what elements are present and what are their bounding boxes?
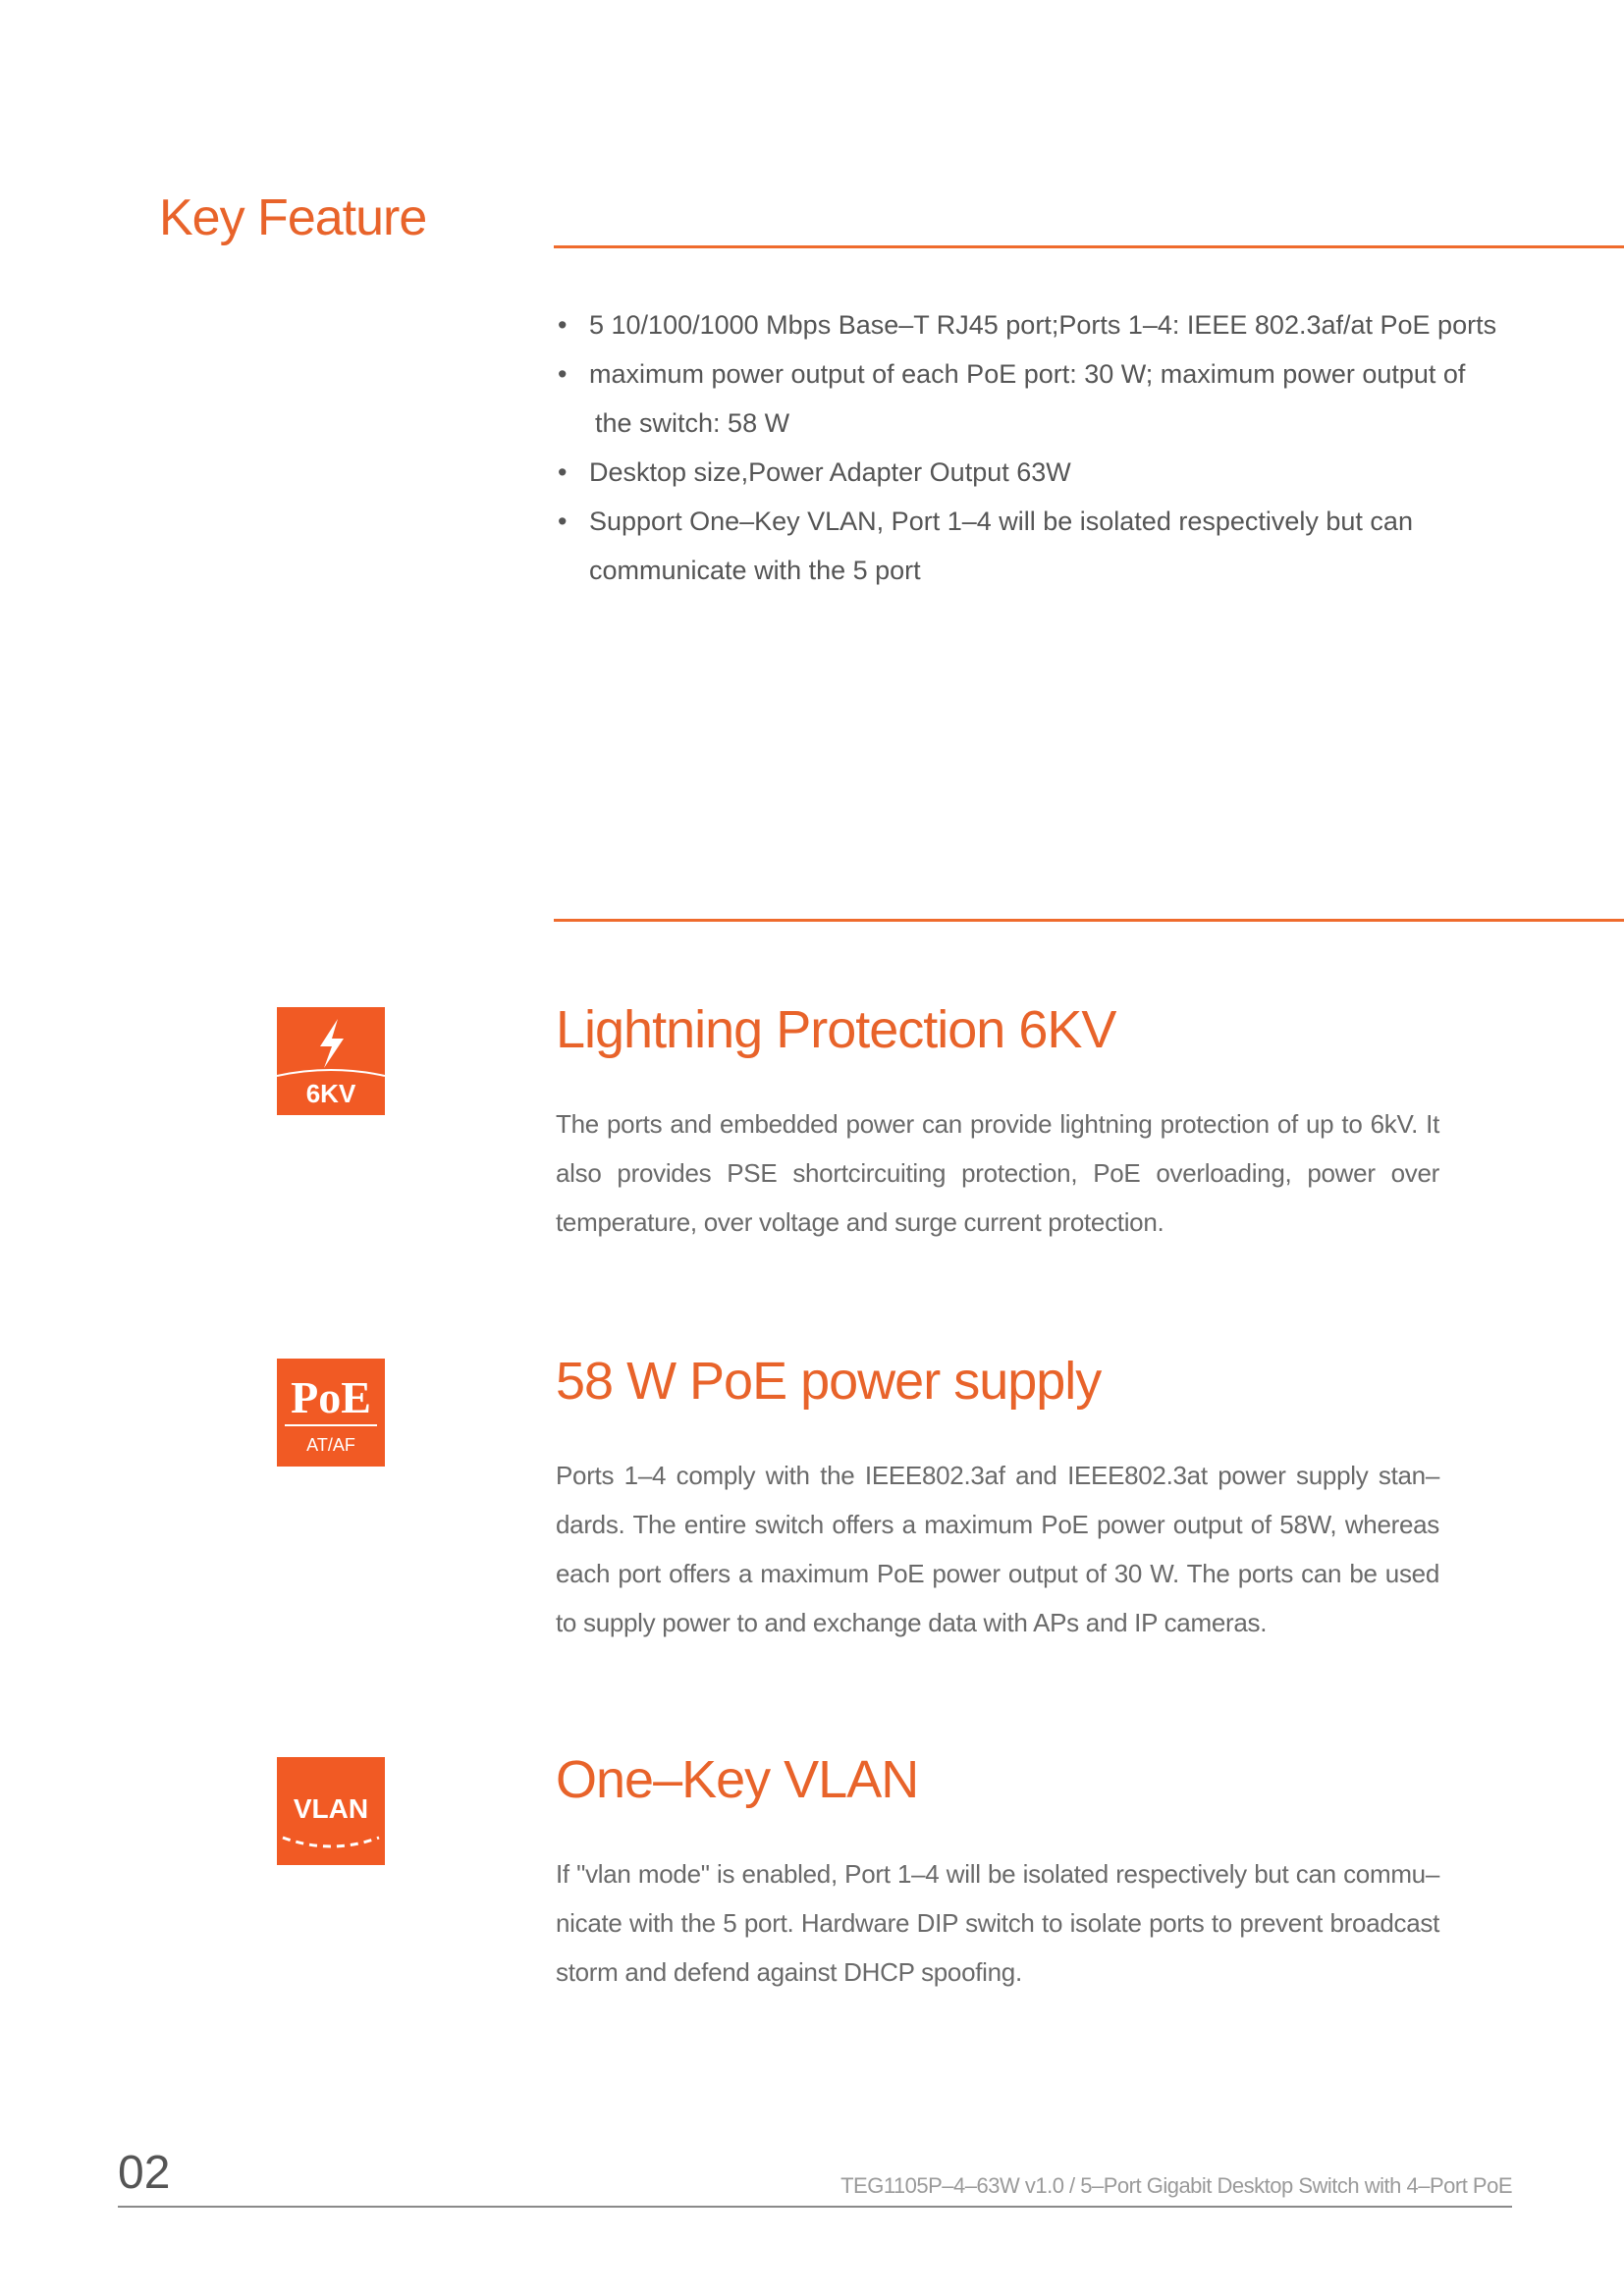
feature-title: One–Key VLAN [556, 1750, 919, 1809]
list-item: • Support One–Key VLAN, Port 1–4 will be isolated respectively but can communicate with the 5 port [558, 497, 1540, 595]
vlan-icon [277, 1757, 385, 1865]
feature-title: Lightning Protection 6KV [556, 1000, 1116, 1059]
svg-text:6KV: 6KV [305, 1079, 356, 1108]
footer-divider [118, 2206, 1512, 2208]
key-feature-list [558, 300, 1540, 595]
feature-description: The ports and embedded power can provide lightning protection of up to 6kV. It also provides PSE shortcircuiting protection, PoE overloading, power over temperature, over voltage and surge current protection. [556, 1109, 1439, 1237]
bullet-icon: • [558, 359, 568, 389]
feature-description: Ports 1–4 comply with the IEEE802.3af and IEEE802.3at power supply stan–dards. The entire switch offers a maximum PoE power output of 58W, whereas each port offers a maximum PoE power output of 30 W. The ports can be used to supply power to and exchange data with APs and IP cameras. [556, 1461, 1439, 1637]
list-item: • maximum power output of each PoE port: 30 W; maximum power output of the switch: 58 W [558, 349, 1540, 448]
header-divider [554, 245, 1624, 248]
footer-product-name: TEG1105P–4–63W v1.0 / 5–Port Gigabit Desktop Switch with 4–Port PoE [840, 2173, 1512, 2198]
bullet-icon: • [558, 457, 568, 487]
section-divider [554, 919, 1624, 922]
bullet-icon: • [558, 310, 568, 340]
svg-text:PoE: PoE [291, 1372, 371, 1422]
poe-at-af-icon [277, 1359, 385, 1467]
page-number: 02 [118, 2147, 171, 2199]
feature-description: If "vlan mode" is enabled, Port 1–4 will be isolated respectively but can commu–nicate with the 5 port. Hardware DIP switch to isolate ports to prevent broadcast storm and defend against DHCP spoofing. [556, 1859, 1439, 1987]
svg-text:VLAN: VLAN [293, 1793, 369, 1824]
bullet-icon: • [558, 507, 568, 536]
lightning-6kv-icon [277, 1007, 385, 1115]
svg-text:AT/AF: AT/AF [306, 1435, 355, 1455]
feature-title: 58 W PoE power supply [556, 1352, 1102, 1411]
list-item: • 5 10/100/1000 Mbps Base–T RJ45 port;Ports 1–4: IEEE 802.3af/at PoE ports [558, 300, 1540, 349]
section-title-key-feature: Key Feature [159, 189, 427, 246]
list-item: • Desktop size,Power Adapter Output 63W [558, 448, 1540, 497]
